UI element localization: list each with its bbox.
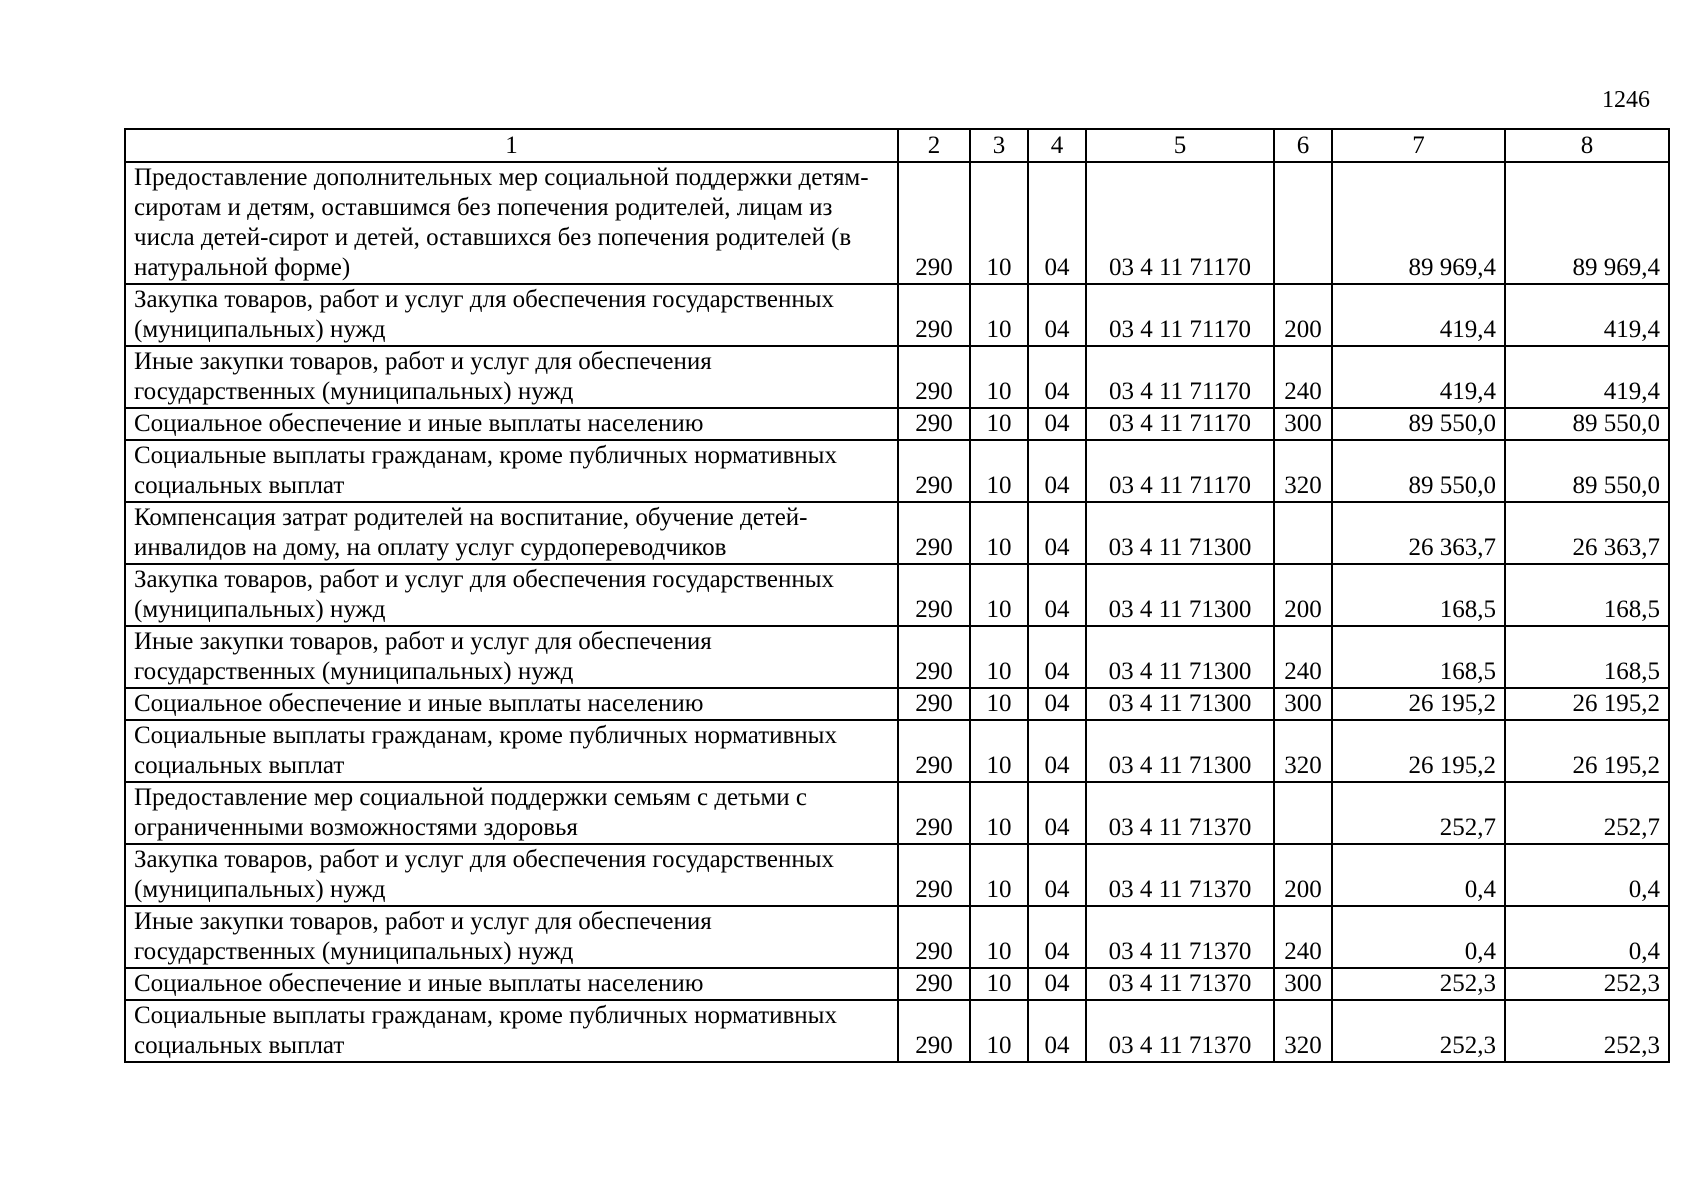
expense-type-cell: 320 [1274, 1000, 1332, 1062]
amount-cell: 26 195,2 [1505, 720, 1669, 782]
header-cell: 1 [125, 129, 898, 162]
budget-table [124, 128, 1670, 1063]
admin-code-cell: 290 [898, 782, 970, 844]
description-cell: Социальное обеспечение и иные выплаты населению [125, 688, 898, 720]
admin-code-cell: 290 [898, 564, 970, 626]
description-cell: Социальные выплаты гражданам, кроме публичных нормативных социальных выплат [125, 1000, 898, 1062]
subsection-cell: 04 [1028, 968, 1086, 1000]
description-cell: Компенсация затрат родителей на воспитание, обучение детей-инвалидов на дому, на оплату услуг сурдопереводчиков [125, 502, 898, 564]
table-row [125, 844, 1669, 906]
amount-cell: 89 550,0 [1332, 440, 1505, 502]
table-row [125, 440, 1669, 502]
subsection-cell: 04 [1028, 162, 1086, 284]
description-cell: Социальные выплаты гражданам, кроме публичных нормативных социальных выплат [125, 720, 898, 782]
subsection-cell: 04 [1028, 346, 1086, 408]
expense-type-cell: 240 [1274, 906, 1332, 968]
description-cell: Предоставление мер социальной поддержки семьям с детьми с ограниченными возможностями здоровья [125, 782, 898, 844]
section-cell: 10 [970, 408, 1028, 440]
amount-cell: 168,5 [1332, 626, 1505, 688]
table-row [125, 906, 1669, 968]
admin-code-cell: 290 [898, 968, 970, 1000]
section-cell: 10 [970, 782, 1028, 844]
table-row [125, 564, 1669, 626]
expense-type-cell: 200 [1274, 284, 1332, 346]
target-article-cell: 03 4 11 71370 [1086, 906, 1274, 968]
admin-code-cell: 290 [898, 720, 970, 782]
description-cell: Закупка товаров, работ и услуг для обеспечения государственных (муниципальных) нужд [125, 844, 898, 906]
header-cell: 8 [1505, 129, 1669, 162]
header-cell: 7 [1332, 129, 1505, 162]
amount-cell: 168,5 [1332, 564, 1505, 626]
subsection-cell: 04 [1028, 844, 1086, 906]
amount-cell: 0,4 [1332, 906, 1505, 968]
amount-cell: 89 969,4 [1505, 162, 1669, 284]
description-cell: Социальное обеспечение и иные выплаты населению [125, 408, 898, 440]
subsection-cell: 04 [1028, 688, 1086, 720]
subsection-cell: 04 [1028, 626, 1086, 688]
target-article-cell: 03 4 11 71300 [1086, 720, 1274, 782]
description-cell: Закупка товаров, работ и услуг для обеспечения государственных (муниципальных) нужд [125, 284, 898, 346]
table-row [125, 1000, 1669, 1062]
amount-cell: 168,5 [1505, 564, 1669, 626]
amount-cell: 252,3 [1505, 1000, 1669, 1062]
admin-code-cell: 290 [898, 906, 970, 968]
amount-cell: 419,4 [1505, 284, 1669, 346]
expense-type-cell: 300 [1274, 688, 1332, 720]
amount-cell: 0,4 [1505, 906, 1669, 968]
amount-cell: 252,7 [1332, 782, 1505, 844]
section-cell: 10 [970, 1000, 1028, 1062]
header-cell: 2 [898, 129, 970, 162]
subsection-cell: 04 [1028, 564, 1086, 626]
target-article-cell: 03 4 11 71170 [1086, 284, 1274, 346]
amount-cell: 0,4 [1505, 844, 1669, 906]
table-row [125, 162, 1669, 284]
target-article-cell: 03 4 11 71370 [1086, 968, 1274, 1000]
expense-type-cell: 320 [1274, 440, 1332, 502]
page-number: 1246 [1602, 87, 1650, 113]
admin-code-cell: 290 [898, 162, 970, 284]
section-cell: 10 [970, 844, 1028, 906]
admin-code-cell: 290 [898, 502, 970, 564]
target-article-cell: 03 4 11 71170 [1086, 162, 1274, 284]
table-row [125, 782, 1669, 844]
admin-code-cell: 290 [898, 844, 970, 906]
admin-code-cell: 290 [898, 688, 970, 720]
target-article-cell: 03 4 11 71300 [1086, 502, 1274, 564]
table-row [125, 284, 1669, 346]
section-cell: 10 [970, 968, 1028, 1000]
section-cell: 10 [970, 284, 1028, 346]
amount-cell: 89 550,0 [1505, 440, 1669, 502]
amount-cell: 252,3 [1505, 968, 1669, 1000]
amount-cell: 26 195,2 [1332, 720, 1505, 782]
target-article-cell: 03 4 11 71370 [1086, 782, 1274, 844]
target-article-cell: 03 4 11 71370 [1086, 1000, 1274, 1062]
description-cell: Иные закупки товаров, работ и услуг для обеспечения государственных (муниципальных) нужд [125, 626, 898, 688]
target-article-cell: 03 4 11 71300 [1086, 626, 1274, 688]
target-article-cell: 03 4 11 71170 [1086, 408, 1274, 440]
section-cell: 10 [970, 564, 1028, 626]
expense-type-cell: 240 [1274, 346, 1332, 408]
table-row [125, 502, 1669, 564]
amount-cell: 26 363,7 [1332, 502, 1505, 564]
section-cell: 10 [970, 162, 1028, 284]
expense-type-cell: 200 [1274, 844, 1332, 906]
amount-cell: 168,5 [1505, 626, 1669, 688]
expense-type-cell [1274, 782, 1332, 844]
section-cell: 10 [970, 626, 1028, 688]
description-cell: Иные закупки товаров, работ и услуг для обеспечения государственных (муниципальных) нужд [125, 346, 898, 408]
amount-cell: 419,4 [1332, 284, 1505, 346]
header-cell: 3 [970, 129, 1028, 162]
amount-cell: 89 550,0 [1505, 408, 1669, 440]
section-cell: 10 [970, 688, 1028, 720]
section-cell: 10 [970, 502, 1028, 564]
amount-cell: 419,4 [1505, 346, 1669, 408]
expense-type-cell [1274, 502, 1332, 564]
table-row [125, 688, 1669, 720]
description-cell: Закупка товаров, работ и услуг для обеспечения государственных (муниципальных) нужд [125, 564, 898, 626]
subsection-cell: 04 [1028, 1000, 1086, 1062]
target-article-cell: 03 4 11 71170 [1086, 346, 1274, 408]
table-row [125, 408, 1669, 440]
expense-type-cell: 200 [1274, 564, 1332, 626]
expense-type-cell: 300 [1274, 968, 1332, 1000]
section-cell: 10 [970, 440, 1028, 502]
expense-type-cell: 240 [1274, 626, 1332, 688]
subsection-cell: 04 [1028, 906, 1086, 968]
admin-code-cell: 290 [898, 346, 970, 408]
amount-cell: 0,4 [1332, 844, 1505, 906]
header-row [125, 129, 1669, 162]
target-article-cell: 03 4 11 71170 [1086, 440, 1274, 502]
header-cell: 4 [1028, 129, 1086, 162]
admin-code-cell: 290 [898, 408, 970, 440]
table-row [125, 968, 1669, 1000]
amount-cell: 89 969,4 [1332, 162, 1505, 284]
admin-code-cell: 290 [898, 1000, 970, 1062]
subsection-cell: 04 [1028, 502, 1086, 564]
table-body [125, 129, 1669, 1062]
subsection-cell: 04 [1028, 408, 1086, 440]
header-cell: 6 [1274, 129, 1332, 162]
amount-cell: 26 363,7 [1505, 502, 1669, 564]
target-article-cell: 03 4 11 71300 [1086, 564, 1274, 626]
expense-type-cell: 320 [1274, 720, 1332, 782]
section-cell: 10 [970, 720, 1028, 782]
description-cell: Социальное обеспечение и иные выплаты населению [125, 968, 898, 1000]
amount-cell: 89 550,0 [1332, 408, 1505, 440]
admin-code-cell: 290 [898, 626, 970, 688]
expense-type-cell: 300 [1274, 408, 1332, 440]
amount-cell: 26 195,2 [1332, 688, 1505, 720]
subsection-cell: 04 [1028, 284, 1086, 346]
description-cell: Социальные выплаты гражданам, кроме публичных нормативных социальных выплат [125, 440, 898, 502]
expense-type-cell [1274, 162, 1332, 284]
amount-cell: 26 195,2 [1505, 688, 1669, 720]
subsection-cell: 04 [1028, 782, 1086, 844]
target-article-cell: 03 4 11 71300 [1086, 688, 1274, 720]
amount-cell: 252,3 [1332, 968, 1505, 1000]
header-cell: 5 [1086, 129, 1274, 162]
table-row [125, 626, 1669, 688]
admin-code-cell: 290 [898, 440, 970, 502]
amount-cell: 252,3 [1332, 1000, 1505, 1062]
amount-cell: 419,4 [1332, 346, 1505, 408]
description-cell: Иные закупки товаров, работ и услуг для обеспечения государственных (муниципальных) нужд [125, 906, 898, 968]
subsection-cell: 04 [1028, 720, 1086, 782]
description-cell: Предоставление дополнительных мер социальной поддержки детям-сиротам и детям, оставшимся без попечения родителей, лицам из числа детей-сирот и детей, оставшихся без попечения родителей (в натуральной форме) [125, 162, 898, 284]
section-cell: 10 [970, 906, 1028, 968]
amount-cell: 252,7 [1505, 782, 1669, 844]
subsection-cell: 04 [1028, 440, 1086, 502]
section-cell: 10 [970, 346, 1028, 408]
admin-code-cell: 290 [898, 284, 970, 346]
target-article-cell: 03 4 11 71370 [1086, 844, 1274, 906]
table-row [125, 346, 1669, 408]
table-row [125, 720, 1669, 782]
